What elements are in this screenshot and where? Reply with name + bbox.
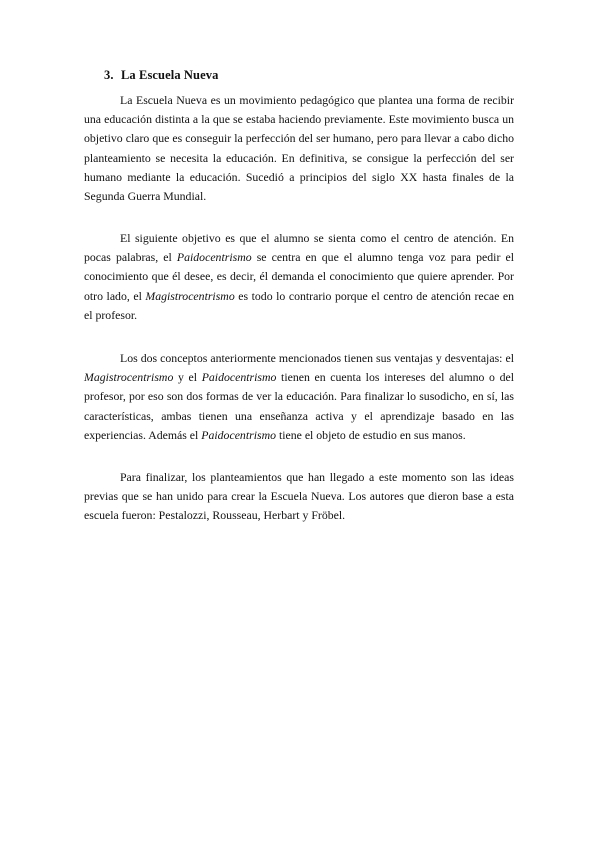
term-paidocentrismo: Paidocentrismo [201, 370, 277, 385]
paragraph-1: La Escuela Nueva es un movimiento pedagógico que plantea una forma de recibir una educación distinta a la que se estaba haciendo previamente. Este movimiento busca un objetivo claro que es conseguir la perfección del ser humano, pero para llevar a cabo dicho planteamiento se necesita la educación. En definitiva, se consigue la perfección del ser humano mediante la educación. Sucedió a principios del siglo XX hasta finales de la Segunda Guerra Mundial. [84, 93, 514, 204]
paragraph-2 [84, 229, 514, 325]
term-paidocentrismo: Paidocentrismo [176, 250, 252, 265]
paragraph-3-text-4: tiene el objeto de estudio en sus manos. [276, 427, 466, 442]
paragraph-3-text-1: Los dos conceptos anteriormente mencionados tienen sus ventajas y desventajas: el [120, 351, 514, 365]
paragraph-2-text-3: es todo lo contrario porque el centro de atención recae en el profesor. [84, 288, 514, 322]
section-heading [104, 68, 218, 83]
term-magistrocentrismo: Magistrocentrismo [84, 370, 174, 385]
paragraph-4: Para finalizar, los planteamientos que han llegado a este momento son las ideas previas que se han unido para crear la Escuela Nueva. Los autores que dieron base a esta escuela fueron: Pestalozzi, Rousseau, Herbart y Fröbel. [84, 470, 514, 523]
paragraph-2-text-2: se centra en que el alumno tenga voz para pedir el conocimiento que él desee, es decir, él demanda el conocimiento que quiere aprender. Por otro lado, el [84, 250, 514, 303]
paragraph-3-text-2: y el [173, 370, 202, 385]
section-title: La Escuela Nueva [121, 68, 219, 82]
term-paidocentrismo: Paidocentrismo [201, 427, 276, 442]
term-magistrocentrismo: Magistrocentrismo [145, 288, 235, 303]
paragraph-3 [84, 349, 514, 445]
paragraph-2-text-1: El siguiente objetivo es que el alumno se sienta como el centro de atención. En pocas palabras, el [84, 231, 514, 265]
paragraph-3-text-3: tienen en cuenta los intereses del alumno o del profesor, por eso son dos formas de ver la educación. Para finalizar lo susodicho, en sí, las características, ambas tienen una enseñanza activa y el aprendizaje basado en las experiencias. Además el [84, 370, 515, 442]
section-number: 3. [104, 68, 114, 82]
